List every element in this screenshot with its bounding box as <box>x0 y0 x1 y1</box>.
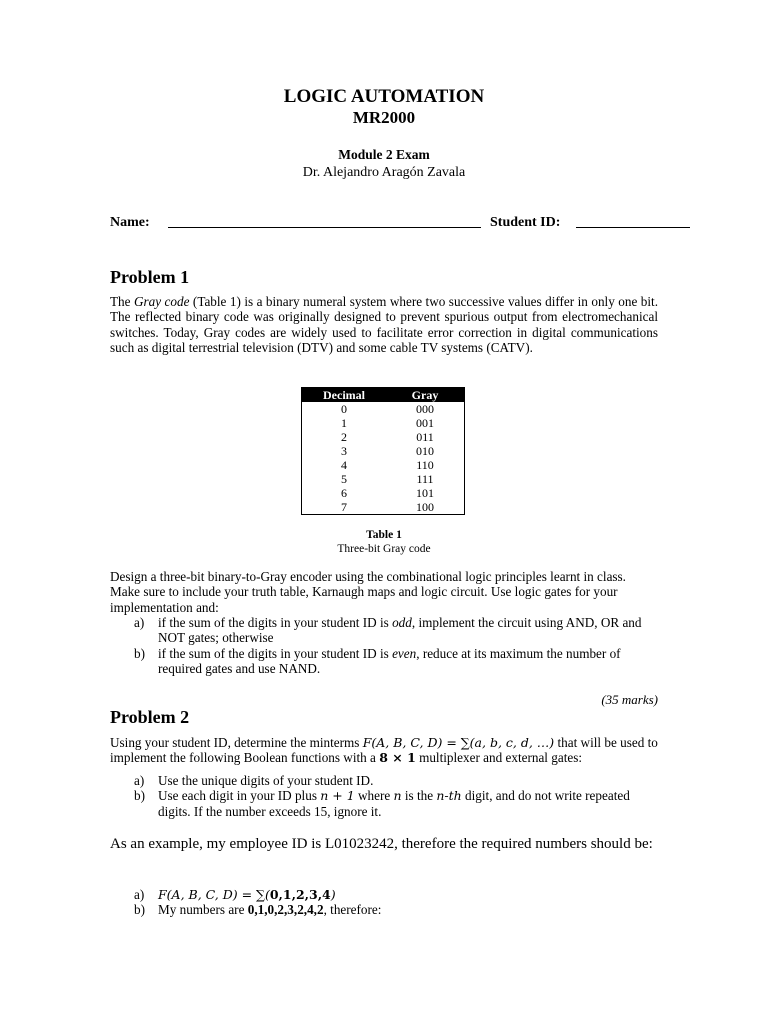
list-item <box>134 615 658 646</box>
gray-code-term: Gray code <box>133 294 190 309</box>
intro-text: Using your student ID, determine the minterms <box>110 735 363 750</box>
item-text: My numbers are <box>158 902 248 918</box>
intro-text-end: multiplexer and external gates: <box>415 750 583 766</box>
gray-cell: 101 <box>416 486 434 500</box>
item-marker: a) <box>134 887 145 902</box>
formula-n-plus-1: n + 1 <box>320 788 355 804</box>
table-row <box>302 472 465 486</box>
item-text: if the sum of the digits in your student ID is <box>158 645 393 661</box>
item-marker: a) <box>134 773 145 788</box>
table-row <box>302 444 465 458</box>
col-header-decimal: Decimal <box>302 388 387 403</box>
decimal-cell: 1 <box>341 416 347 430</box>
decimal-cell: 4 <box>341 458 347 472</box>
table-header-row <box>302 388 465 403</box>
table-row <box>302 458 465 472</box>
exam-author: Dr. Alejandro Aragón Zavala <box>302 165 466 180</box>
gray-cell: 001 <box>416 416 434 430</box>
item-marker: a) <box>134 615 145 630</box>
item-text: Use each digit in your ID plus <box>158 788 321 804</box>
list-item <box>134 788 658 819</box>
example-list <box>134 887 658 918</box>
intro-text-cont: (Table 1) is a binary numeral system where two successive values differ in only one bit. The reflected binary code was originally designed to prevent spurious output from electromechanical switches. Today, Gray codes are widely used to facilitate error correction in digital communications such as digital terrestrial television (DTV) and some cable TV systems (CATV). <box>110 294 658 356</box>
table-row <box>302 402 465 416</box>
problem-1-marks: (35 marks) <box>601 692 658 707</box>
decimal-cell: 7 <box>341 500 347 514</box>
problem-2-intro <box>110 735 658 766</box>
list-item <box>134 646 658 677</box>
name-field-line[interactable] <box>168 227 481 228</box>
item-emphasis: odd <box>392 615 412 630</box>
table-row <box>302 500 465 515</box>
item-text-mid: where <box>354 788 394 804</box>
table-row <box>302 430 465 444</box>
formula-n: n <box>393 788 402 804</box>
gray-cell: 000 <box>416 402 434 416</box>
decimal-cell: 5 <box>341 472 347 486</box>
decimal-cell: 3 <box>341 444 347 458</box>
example-number-list: 0,1,0,2,3,2,4,2 <box>247 902 324 918</box>
problem-1-options <box>134 615 658 677</box>
list-item <box>134 902 658 917</box>
item-text-end: , therefore: <box>323 902 382 918</box>
decimal-cell: 6 <box>341 486 347 500</box>
intro-text-mid: that will be used to implement the following Boolean functions with a <box>110 735 658 766</box>
item-text: Use the unique digits of your student ID. <box>158 773 374 788</box>
problem-1-task: Design a three-bit binary-to-Gray encoder using the combinational logic principles learnt in class. Make sure to include your truth table, Karnaugh maps and logic circuit. Use logic gates for your implementation and: <box>110 569 626 615</box>
item-text-mid2: is the <box>401 788 437 804</box>
student-id-field-line[interactable] <box>576 227 690 228</box>
table-row <box>302 416 465 430</box>
table-caption-title: Table 1 <box>366 529 402 541</box>
gray-cell: 010 <box>416 444 434 458</box>
item-marker: b) <box>134 902 145 918</box>
problem-1-intro <box>110 294 658 356</box>
gray-cell: 110 <box>416 458 434 472</box>
item-text-end: digit, and do not write repeated digits. If the number exceeds 15, ignore it. <box>158 788 630 819</box>
decimal-cell: 2 <box>341 430 347 444</box>
example-formula: F(A, B, C, D) = ∑( <box>158 887 270 902</box>
problem-2-options <box>134 773 658 819</box>
gray-code-table <box>301 387 465 515</box>
gray-cell: 100 <box>416 500 434 514</box>
name-label: Name: <box>110 215 150 230</box>
gray-cell: 111 <box>416 472 434 486</box>
col-header-gray: Gray <box>386 388 465 403</box>
item-text-cont: , reduce at its maximum the number of required gates and use NAND. <box>158 645 621 677</box>
formula-nth: n-th <box>436 788 462 804</box>
intro-text: The <box>110 294 134 309</box>
table-caption-subtitle: Three-bit Gray code <box>337 543 431 555</box>
example-digits: 0,1,2,3,4 <box>269 887 331 902</box>
list-item <box>134 773 658 788</box>
item-marker: b) <box>134 645 145 661</box>
student-id-label: Student ID: <box>490 215 561 230</box>
table-row <box>302 486 465 500</box>
example-paragraph: As an example, my employee ID is L01023242, therefore the required numbers should be: <box>110 836 653 852</box>
course-code: MR2000 <box>352 108 416 127</box>
item-text-cont: , implement the circuit using AND, OR and NOT gates; otherwise <box>158 615 642 646</box>
gray-cell: 011 <box>416 430 434 444</box>
student-info-row <box>110 215 690 235</box>
item-emphasis: even <box>392 645 417 661</box>
item-text: if the sum of the digits in your student ID is <box>158 615 393 630</box>
mux-size: 8 × 1 <box>379 750 416 766</box>
item-marker: b) <box>134 788 145 804</box>
decimal-cell: 0 <box>341 402 347 416</box>
example-formula-close: ) <box>330 887 336 902</box>
problem-2-heading: Problem 2 <box>110 707 190 727</box>
exam-module: Module 2 Exam <box>338 147 430 162</box>
problem-1-heading: Problem 1 <box>110 267 190 287</box>
list-item <box>134 887 658 902</box>
minterm-formula: F(A, B, C, D) = ∑(a, b, c, d, …) <box>362 735 555 750</box>
document-title: LOGIC AUTOMATION <box>283 86 485 107</box>
